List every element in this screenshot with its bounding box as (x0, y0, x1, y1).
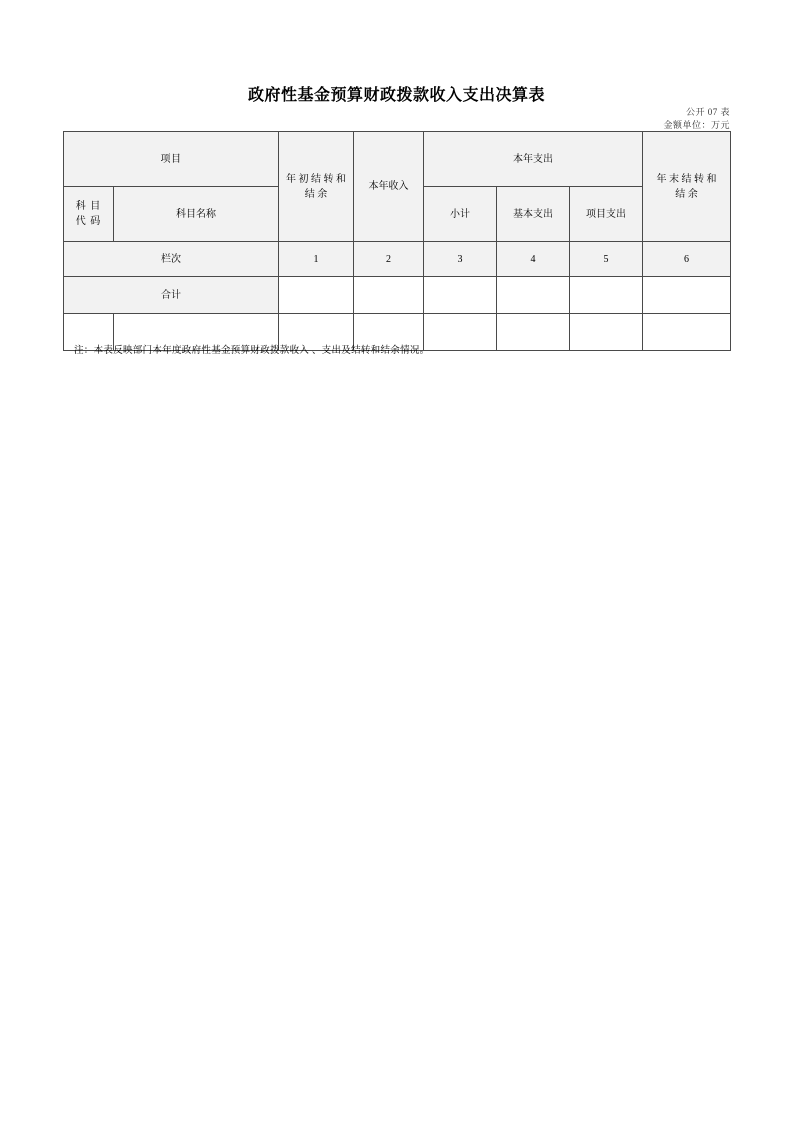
amount-unit-note: 金额单位：万元 (663, 120, 730, 130)
header-project-expense: 项目支出 (570, 187, 643, 242)
header-subject-code (64, 187, 114, 242)
row-empty-value-6 (643, 314, 731, 351)
column-number-label: 栏次 (64, 242, 279, 277)
header-begin-balance-line2: 结 余 (304, 188, 328, 200)
row-empty-value-4 (497, 314, 570, 351)
row-total-value-1 (279, 277, 354, 314)
table-header-row-1 (64, 132, 731, 187)
header-end-balance-line1: 年 末 结 转 和 (656, 173, 717, 185)
header-subject-code-line1: 科 目 (75, 201, 102, 212)
row-total-value-3 (424, 277, 497, 314)
table-footnote: 注：本表反映部门本年度政府性基金预算财政拨款收入 、支出及结转和结余情况。 (74, 346, 430, 356)
row-total-label: 合计 (64, 277, 279, 314)
row-total-value-2 (354, 277, 424, 314)
header-item-group: 项目 (64, 132, 279, 187)
row-total-value-4 (497, 277, 570, 314)
header-begin-balance-line1: 年 初 结 转 和 (286, 173, 346, 185)
header-subject-name: 科目名称 (114, 187, 279, 242)
header-basic-expense: 基本支出 (497, 187, 570, 242)
table-row (64, 277, 731, 314)
page-title: 政府性基金预算财政拨款收入支出决算表 (247, 87, 545, 104)
header-begin-balance (279, 132, 354, 242)
header-year-income: 本年收入 (354, 132, 424, 242)
column-number-6: 6 (643, 242, 731, 277)
row-total-value-6 (643, 277, 731, 314)
row-empty-value-3 (424, 314, 497, 351)
header-subtotal: 小计 (424, 187, 497, 242)
table-column-number-row (64, 242, 731, 277)
column-number-3: 3 (424, 242, 497, 277)
header-year-expense: 本年支出 (424, 132, 643, 187)
row-total-value-5 (570, 277, 643, 314)
budget-table (63, 131, 731, 351)
column-number-2: 2 (354, 242, 424, 277)
row-empty-value-5 (570, 314, 643, 351)
column-number-1: 1 (279, 242, 354, 277)
form-number: 公开 07 表 (685, 107, 730, 117)
header-end-balance (643, 132, 731, 242)
form-meta (663, 106, 730, 132)
header-end-balance-line2: 结 余 (675, 188, 698, 200)
column-number-4: 4 (497, 242, 570, 277)
header-subject-code-line2: 代 码 (75, 216, 102, 227)
column-number-5: 5 (570, 242, 643, 277)
